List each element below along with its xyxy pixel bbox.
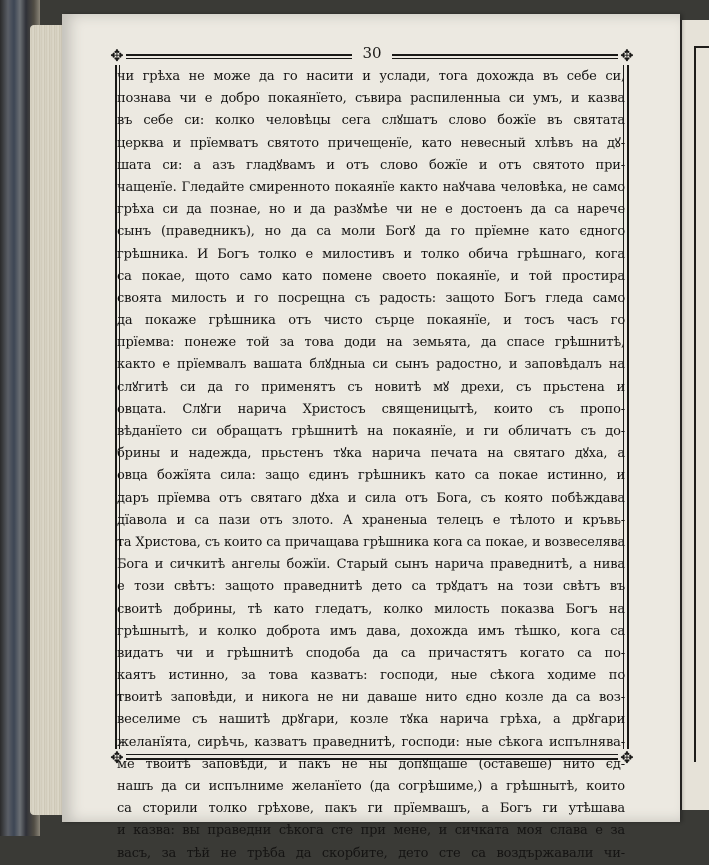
text-line: васъ, за тѣй не трѣба да скорбите, дето сте са воздържавали чи-	[117, 845, 625, 861]
text-line: грѣха си да познае, но и да разꙋмѣе чи не е достоенъ да са нарече	[117, 202, 625, 218]
text-line: видатъ чи и грѣшнитѣ сподоба да са причастятъ когато са по-	[117, 645, 625, 661]
text-line: чи грѣха не може да го насити и услади, тога дохожда въ себе си,	[117, 69, 625, 84]
text-line: грѣшнытѣ, и колко доброта имъ дава, дохожда имъ тѣшко, кога са	[117, 623, 625, 639]
text-line: ме твоитѣ заповѣди, и пакъ не ны допꙋщаше (оставеше) нито єд-	[117, 756, 625, 772]
page-number: 30	[352, 44, 392, 62]
text-line: са покае, щото само като помене своето покаянїе, и той простира	[117, 268, 625, 284]
text-line: чащенїе. Гледайте смиренното покаянїе както наꙋчава человѣка, не само	[117, 179, 625, 195]
text-line: овца божїята сила: защо єдинъ грѣшникъ като са покае истинно, и	[117, 468, 625, 484]
text-line: сынъ (праведникъ), но да са моли Богꙋ да го прїемне като єдного	[117, 224, 625, 240]
text-line: овцата. Слꙋги нарича Христосъ священицытѣ, които съ пропо-	[117, 401, 625, 417]
text-line: въ себе си: колко человѣцы сега слꙋшатъ слово божїе въ святата	[117, 113, 625, 129]
text-line: желанїята, сирѣчь, казватъ праведнитѣ, господи: ные сѣкога испълнява-	[117, 734, 625, 750]
text-line: познава чи е добро покаянїето, съвира распиленныа си умъ, и казва	[117, 91, 625, 107]
text-line: прїемва: понеже той за това доди на земьята, да спасе грѣшнитѣ,	[117, 335, 625, 351]
text-line: слꙋгитѣ си да го применятъ съ новитѣ мꙋ дрехи, съ прьстена и	[117, 379, 625, 395]
text-line: да покаже грѣшника отъ чисто сърце покаянїе, и тосъ часъ го	[117, 313, 625, 329]
text-line: каятъ истинно, за това казватъ: господи, ные сѣкога ходиме по	[117, 668, 625, 684]
text-line: церква и прїемватъ святото причещенїе, като невесный хлѣвъ на дꙋ-	[117, 135, 625, 151]
text-line: веселиме съ нашитѣ дрꙋгари, козле тꙋка нарича грѣха, а дрꙋгари	[117, 712, 625, 728]
frame-right-border	[627, 54, 629, 760]
text-line: та Христова, съ които са причащава грѣшника кога са покае, и возвеселява	[117, 534, 625, 550]
text-line: е този свѣтъ: защото праведнитѣ дето са трꙋдатъ на този свѣтъ въ	[117, 579, 625, 595]
text-line: са сторили толко грѣхове, пакъ ги прїемвашъ, а Богъ ги утѣшава	[117, 801, 625, 817]
text-line: вѣданїето си обращатъ грѣшнитѣ на покаянїе, и ги обличатъ съ до-	[117, 424, 625, 439]
text-line: и казва: вы праведни сѣкога сте при мене, и сичката моя слава е за	[117, 823, 625, 839]
text-line: брины и надежда, прьстенъ тꙋка нарича печата на святаго дꙋха, а	[117, 446, 625, 462]
text-line: грѣшника. И Богъ толко е милостивъ и толко обича грѣшнаго, кога	[117, 246, 625, 262]
text-line: шата си: а азъ гладꙋвамъ и отъ слово божїе и отъ святото при-	[117, 157, 625, 173]
text-line: Бога и сичкитѣ ангелы божїи. Старый сынъ нарича праведнитѣ, а нива	[117, 557, 625, 573]
text-line: своята милость и го посрещна съ радость: защото Богъ гледа само	[117, 290, 625, 306]
text-line: даръ прїемва отъ святаго дꙋха и сила отъ Бога, съ която побѣждава	[117, 490, 625, 506]
text-line: твоитѣ заповѣди, и никога не ни даваше нито єдно козле да са воз-	[117, 690, 625, 706]
corner-ornament-icon: ✥	[108, 749, 126, 767]
corner-ornament-icon: ✥	[618, 749, 636, 767]
corner-ornament-icon: ✥	[618, 47, 636, 65]
text-line: нашъ да си испълниме желанїето (да согрѣшиме,) а грѣшнытѣ, които	[117, 779, 625, 794]
facing-page-frame	[694, 46, 709, 762]
text-line: дїавола и са пази отъ злото. А храненыа телецъ е тѣлото и кръвь-	[117, 512, 625, 528]
page-body-text	[117, 66, 625, 865]
text-line: своитѣ добрины, тѣ като гледатъ, колко милость показва Богъ на	[117, 601, 625, 617]
corner-ornament-icon: ✥	[108, 47, 126, 65]
text-line: както е прїемвалъ вашата блꙋдныа си сынъ радостно, и заповѣдалъ на	[117, 357, 625, 373]
